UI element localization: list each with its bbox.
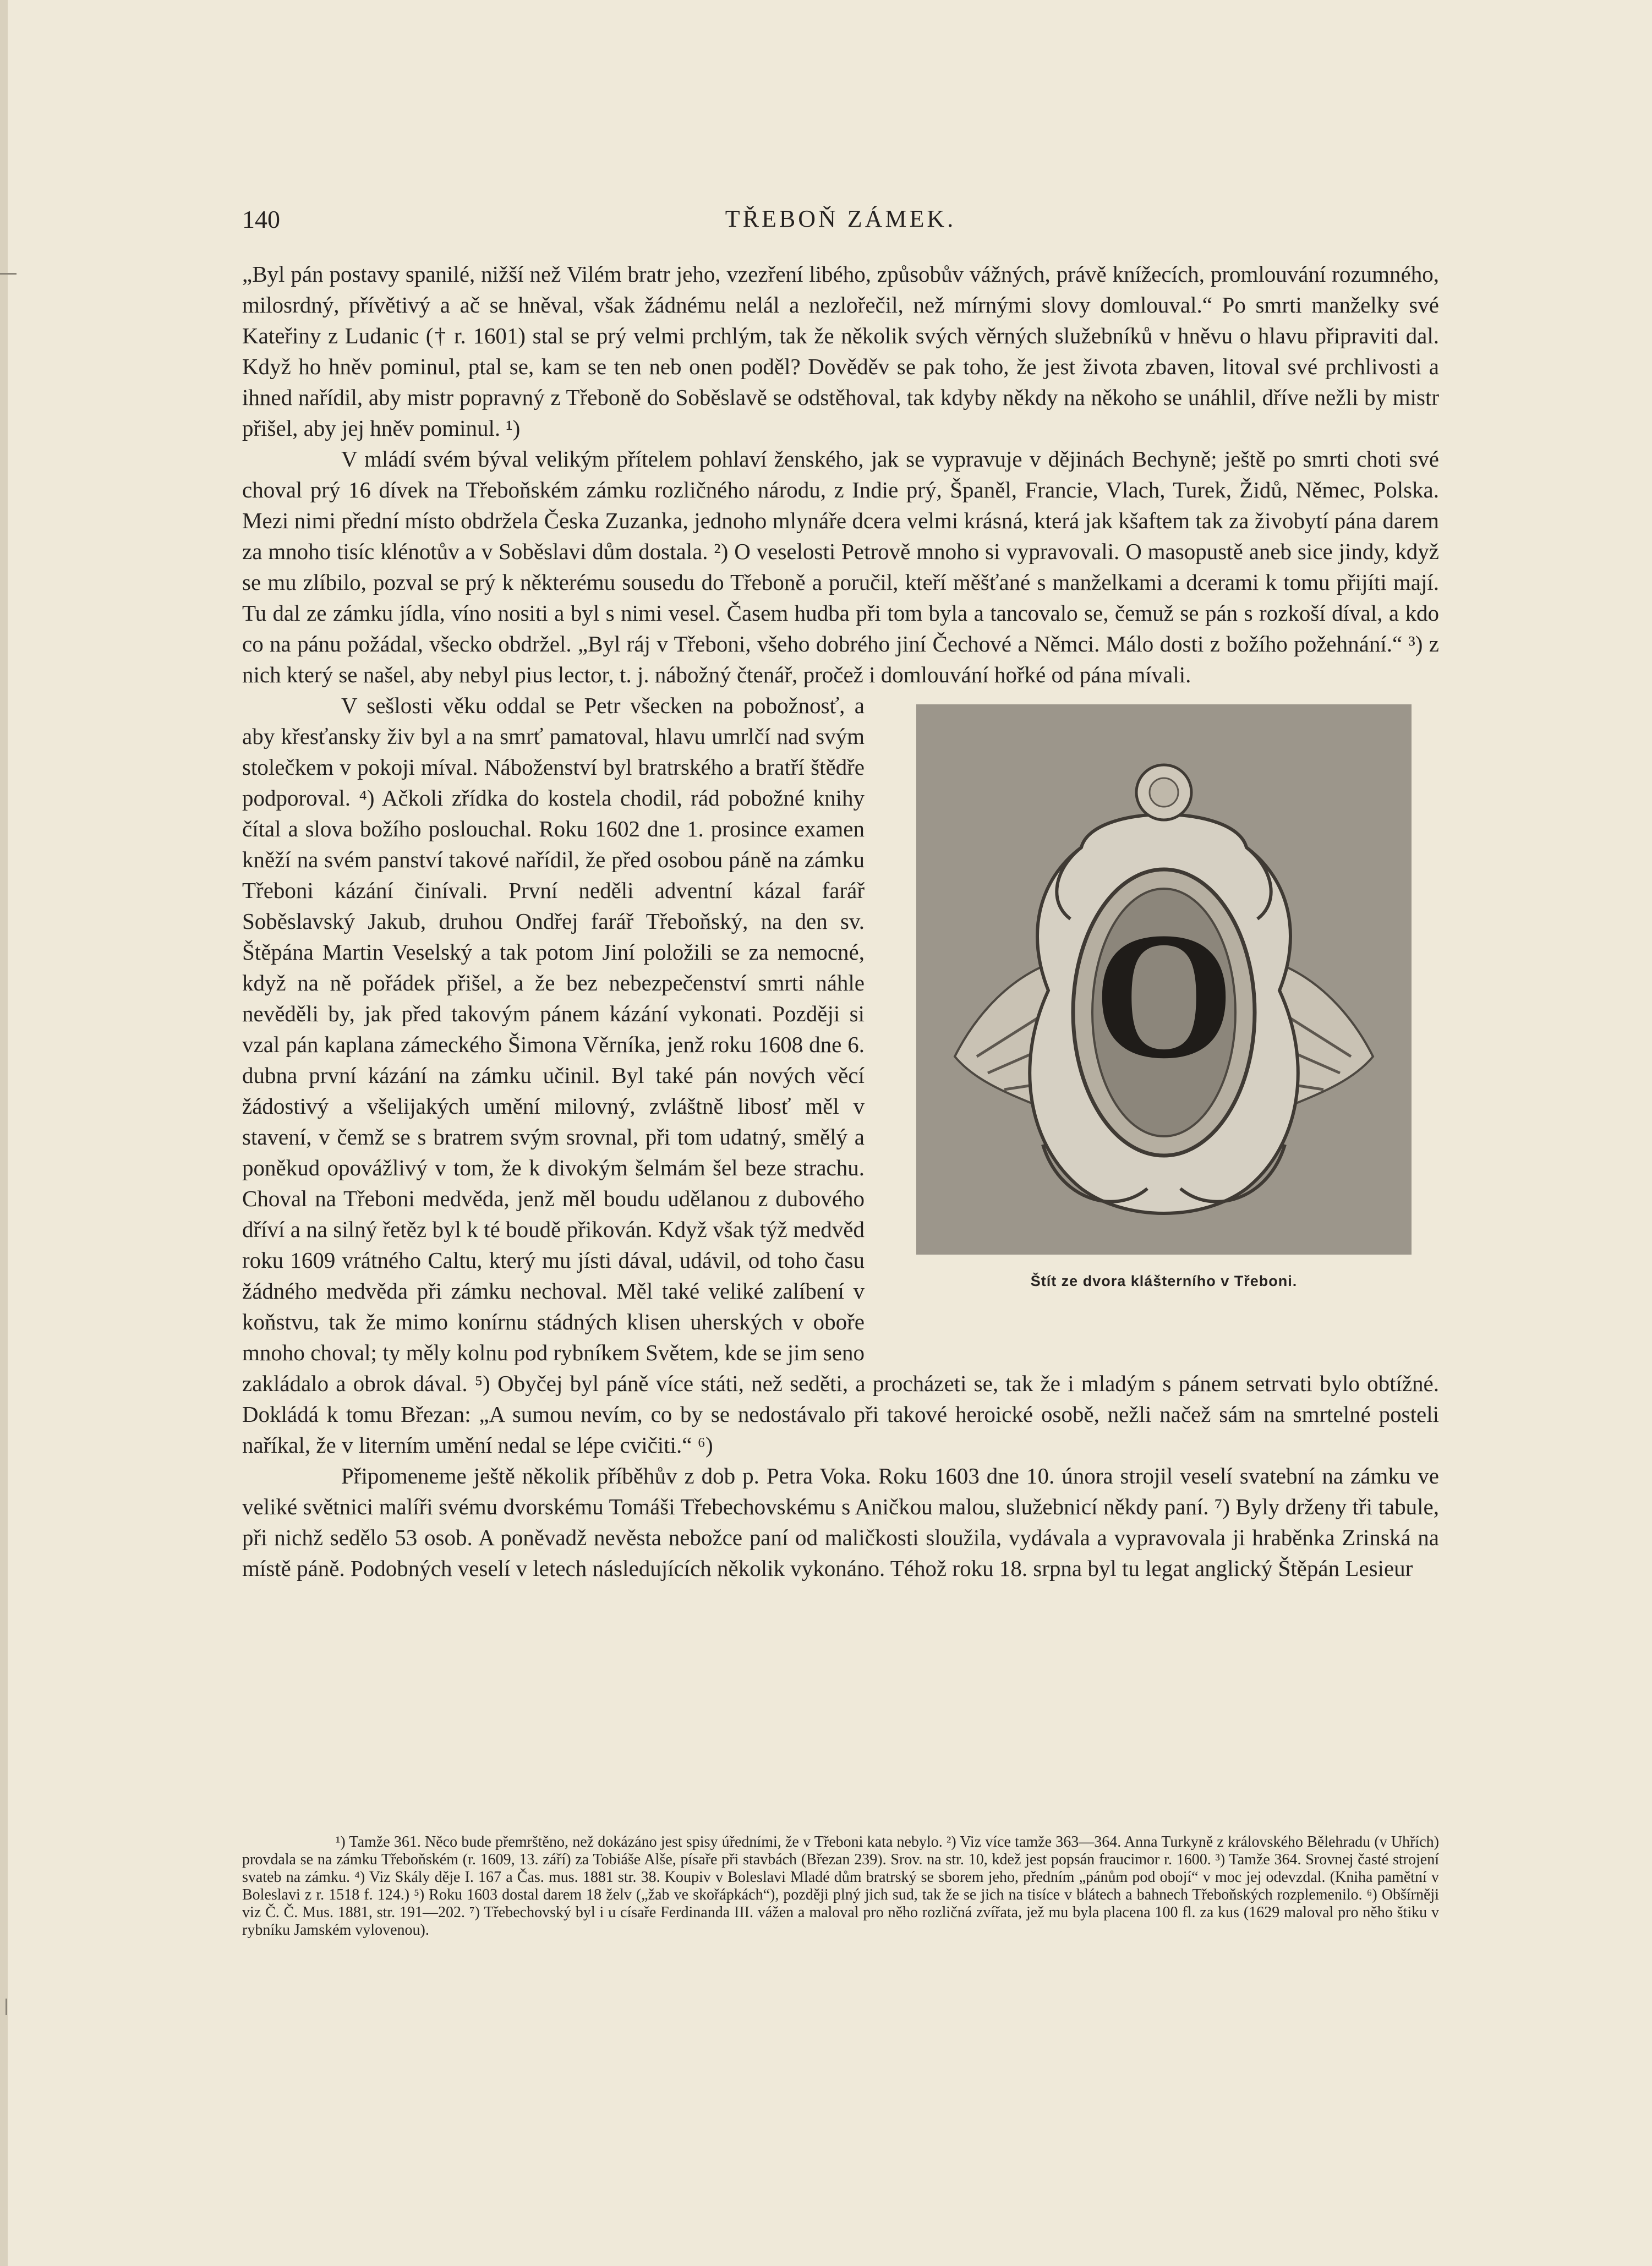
gable-ornament-illustration [916,704,1412,1255]
figure [872,704,1423,1358]
page-edge [0,0,8,2266]
figure-photo [916,704,1412,1255]
page-title: TŘEBOŇ ZÁMEK. [725,205,956,232]
crop-mark-left [0,273,17,275]
crop-mark-left-bottom [6,1999,7,2015]
footnote-text: ¹) Tamže 361. Něco bude přemrštěno, než dokázáno jest spisy úředními, že v Třeboni kata nebylo. ²) Viz více tamže 363—364. Anna Turkyně z královského Bělehradu (v Uhřích) provdala se na zámku Třeboňském (r. 1609, 13. září) za Tobiáše Alše, písaře při stavbách (Březan 239). Srov. na str. 10, kdež jest popsán fraucimor r. 1600. ³) Tamže 364. Srovnej časté strojení svateb na zámku. ⁴) Viz Skály děje I. 167 a Čas. mus. 1881 str. 38. Koupiv v Boleslavi Mladé dům bratrský se sborem jeho, předním „pánům pod obojí“ v moc jej odevzdal. (Kniha pamětní v Boleslavi z r. 1518 f. 124.) ⁵) Roku 1603 dostal darem 18 želv („žab ve skořápkách“), později plný jich sud, tak že se jich na tisíce v blátech a bahnech Třeboňských rozplemenilo. ⁶) Obšírněji viz Č. Č. Mus. 1881, str. 191—202. ⁷) Třebechovský byl i u císaře Ferdinanda III. vážen a maloval pro něho rozličná zvířata, jež mu byla placena 100 fl. za kus (1629 maloval pro něho štiku v rybníku Jamském vylovenou). [242,1833,1439,1939]
ornament-letter: O [1093,895,1235,1096]
running-head [242,205,1439,243]
footnotes [242,1833,1439,1939]
paragraph: „Byl pán postavy spanilé, nižší než Vilém bratr jeho, vzezření libého, způsobův vážných, právě knížecích, promlouvání rozumného, milosrdný, přívětivý a ač se hněval, však žádnému nelál a nezlořečil, než mírnými slovy domlouval.“ Po smrti manželky své Kateřiny z Ludanic († r. 1601) stal se prý velmi prchlým, tak že několik svých věrných služebníků v hněvu o hlavu připraviti dal. Když ho hněv pominul, ptal se, kam se ten neb onen poděl? Dověděv se pak toho, že jest života zbaven, litoval své prchlivosti a ihned nařídil, aby mistr popravný z Třeboně do Soběslavě se odstěhoval, tak kdyby někdy na někoho se unáhlil, dříve nežli by mistr přišel, aby jej hněv pominul. ¹) [242,261,1439,441]
paragraph: V mládí svém býval velikým přítelem pohlaví ženského, jak se vypravuje v dějinách Bechyně; ještě po smrti choti své choval prý 16 dívek na Třeboňském zámku rozličného národu, z Indie prý, Španěl, Francie, Vlach, Turek, Židů, Němec, Polska. Mezi nimi přední místo obdržela Česka Zuzanka, jednoho mlynáře dcera velmi krásná, která jak kšaftem tak za živobytí pána darem za mnoho tisíc klénotův a v Soběslavi dům dostala. ²) O veselosti Petrově mnoho si vypravovali. O masopustě aneb sice jindy, když se mu zlíbilo, pozval se prý k některému sousedu do Třeboně a poručil, kteří měšťané s manželkami a dcerami k tomu přijíti mají. Tu dal ze zámku jídla, víno nositi a byl s nimi vesel. Časem hudba při tom byla a tancovalo se, čemuž se pán s rozkoší díval, a kdo co na pánu požádal, všecko obdržel. „Byl ráj v Třeboni, všeho dobrého jiní Čechové a Němci. Málo dosti z božího požehnání.“ ³) z nich který se našel, aby nebyl pius lector, t. j. nábožný čtenář, pročež i domlouvání hořké od pána mívali. [242,446,1439,687]
body-text [242,259,1439,1584]
figure-caption: Štít ze dvora klášterního v Třeboni. [1030,1273,1298,1289]
page-number: 140 [242,205,280,233]
paragraph: V sešlosti věku oddal se Petr všecken na pobožnosť, a aby křesťansky živ byl a na smrť pamatoval, hlavu umrlčí nad svým stolečkem v pokoji míval. Náboženství byl bratrského a bratří štědře podporoval. ⁴) Ačkoli zřídka do kostela chodil, rád pobožné knihy čítal a slova božího poslouchal. Roku 1602 dne 1. prosince examen kněží na svém panství takové nařídil, že před osobou páně na zámku Třeboni kázání činívali. První neděli adventní kázal farář Soběslavský Jakub, druhou Ondřej farář Třeboňský, na den sv. Štěpána Martin Veselský a tak potom Jiní položili se za nemocné, když na ně pořádek přišel, a že bez nebezpečenství smrti náhle nevěděli by, jak před takovým pánem kázání vykonati. Později si vzal pán kaplana zámeckého Šimona Věrníka, jenž roku 1608 dne 6. dubna první kázání na zámku učinil. Byl také pán nových věcí žádostivý a všelijakých umění milovný, zvláštně libosť měl v stavení, v čemž se s bratrem svým srovnal, při tom udatný, smělý a poněkud opovážlivý v tom, že k divokým šelmám šel beze strachu. Choval na Třeboni medvěda, jenž měl boudu udělanou z dubového dříví a na silný řetěz byl k té boudě přikován. Když však týž medvěd roku 1609 vrátného Caltu, který mu jísti dával, udávil, od toho času žádného medvěda při zámku nechoval. Měl také veliké zalíbení v koňstvu, tak že mimo konírnu stádných klisen uherských v oboře mnoho choval; ty měly kolnu pod rybníkem Světem, kde se jim seno zakládalo a obrok dával. ⁵) Obyčej byl páně více státi, než seděti, a procházeti se, tak že i mladým s pánem setrvati bylo obtížné. Dokládá k tomu Březan: „A sumou nevím, co by se nedostávalo při takové heroické osobě, nežli načež sám na smrtelné posteli naříkal, že v literním umění nedal se lépe cvičiti.“ ⁶) [242,693,1439,1458]
paragraph: Připomeneme ještě několik příběhův z dob p. Petra Voka. Roku 1603 dne 10. února strojil veselí svatební na zámku ve veliké světnici malíři svému dvorskému Tomáši Třebechovskému s Aničkou malou, služebnicí někdy paní. ⁷) Byly drženy tři tabule, při nichž sedělo 53 osob. A poněvadž nevěsta nebožce paní od maličkosti sloužila, vydávala a vypravovala ji hraběnka Zrinská na místě páně. Podobných veselí v letech následujících několik vykonáno. Téhož roku 18. srpna byl tu legat anglický Štěpán Lesieur [242,1463,1439,1581]
